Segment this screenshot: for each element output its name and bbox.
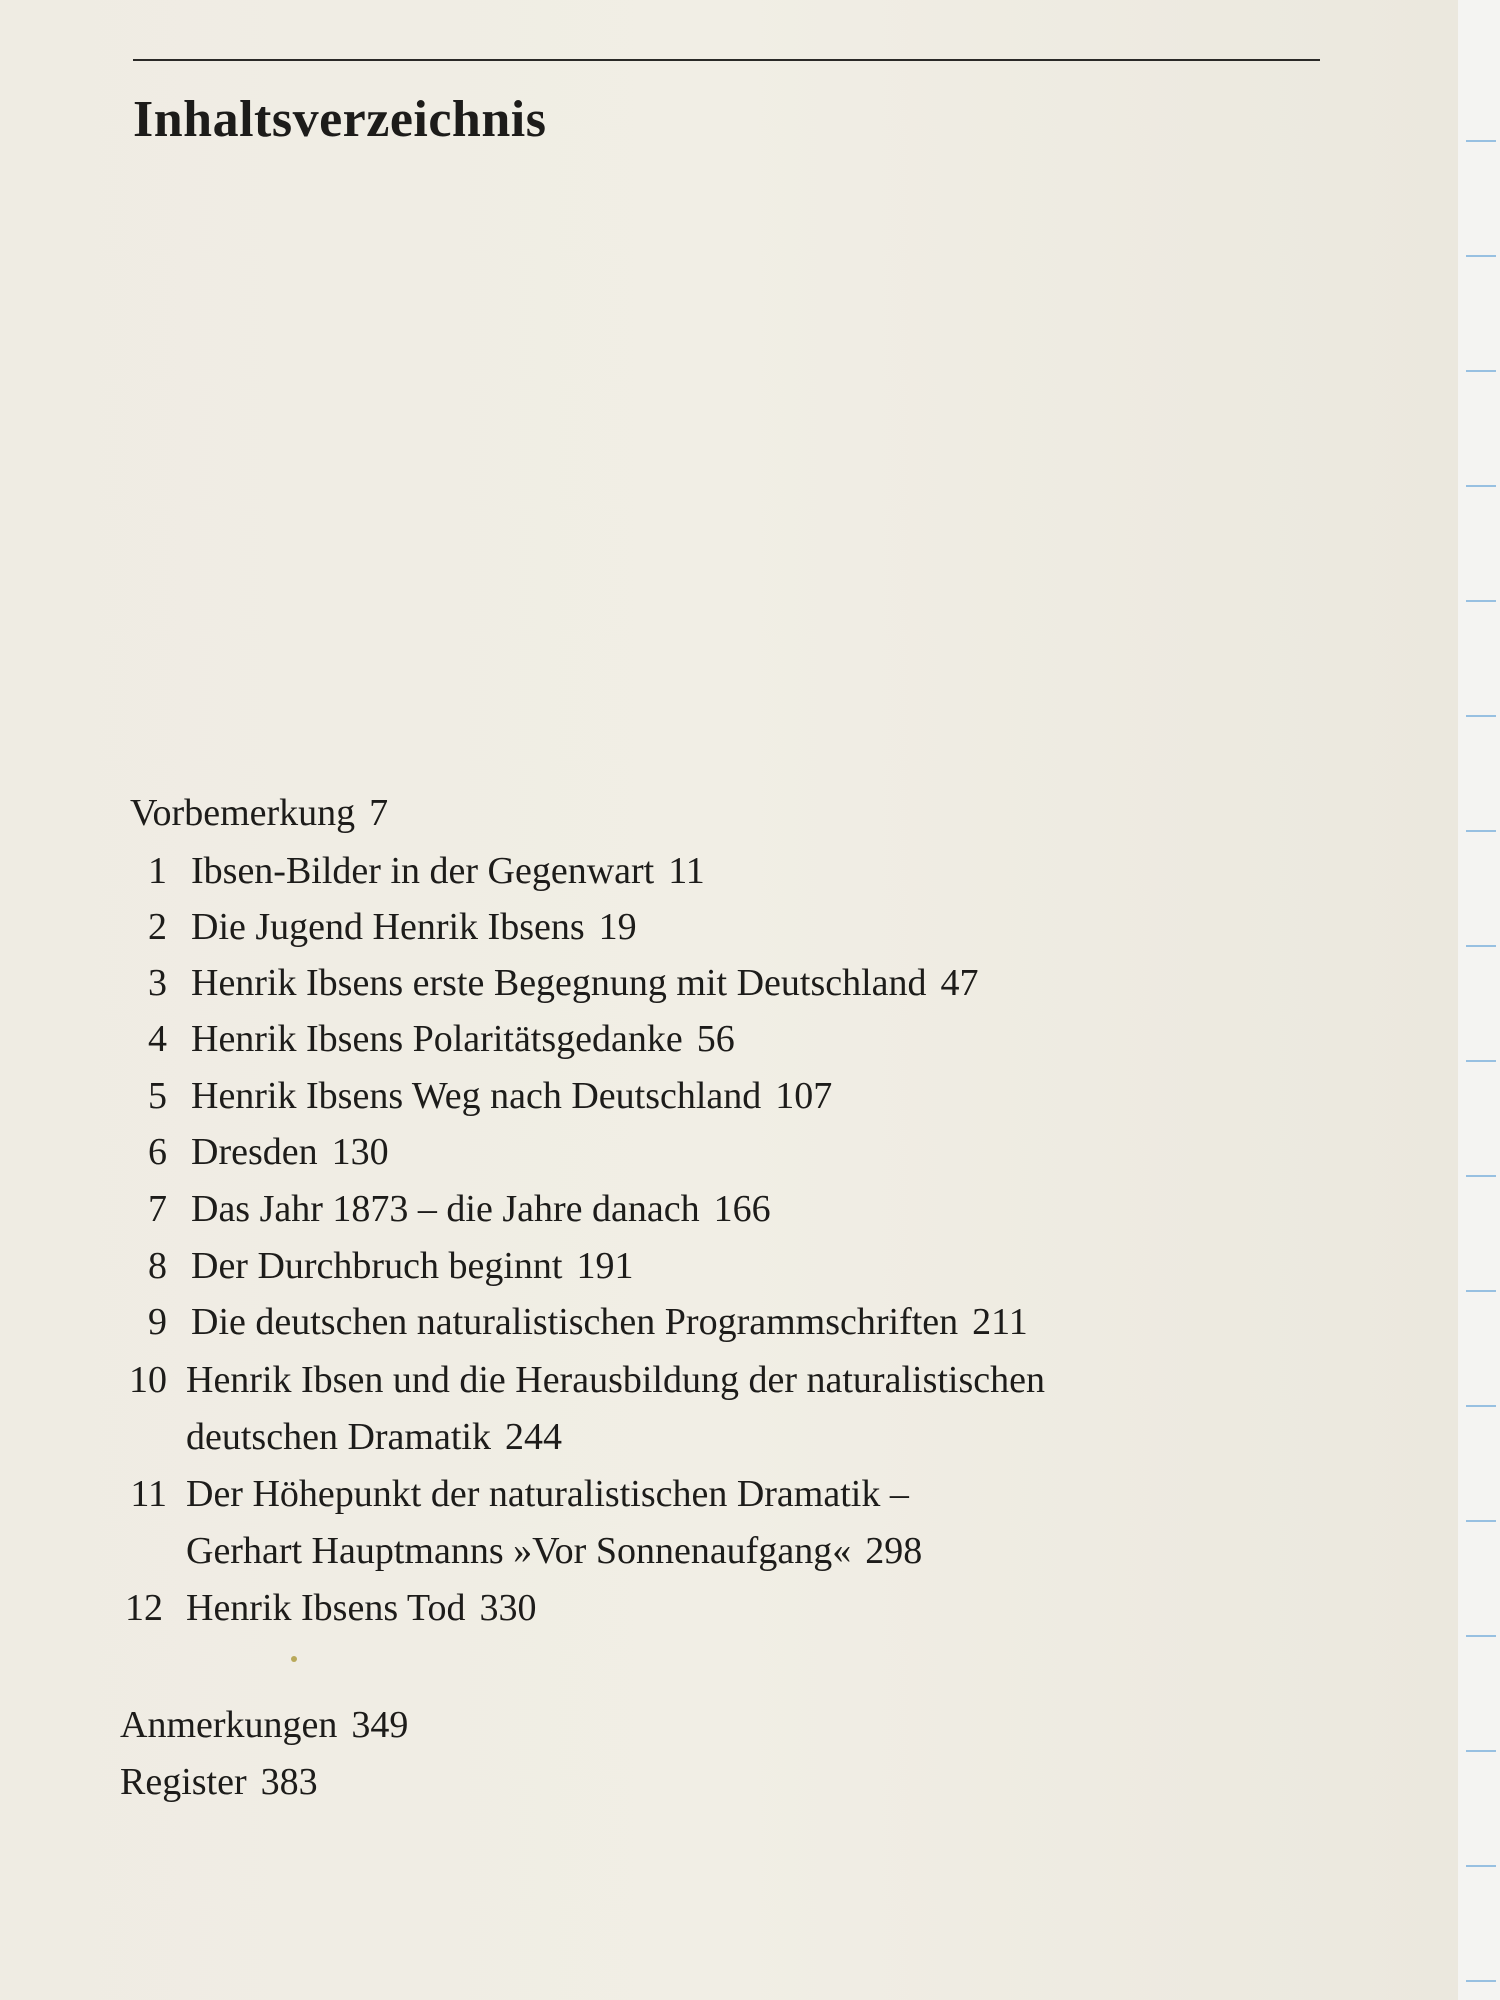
- chapter-title: Die deutschen naturalistischen Programmschriften: [191, 1301, 959, 1343]
- chapter-number: 4: [148, 1018, 167, 1060]
- chapter-title: Der Durchbruch beginnt: [191, 1245, 563, 1287]
- chapter-title: Henrik Ibsens Weg nach Deutschland: [191, 1075, 762, 1117]
- chapter-title-line-1: Der Höhepunkt der naturalistischen Dramatik –: [186, 1473, 909, 1515]
- ruled-line-mark: [1466, 1520, 1496, 1522]
- chapter-number: 9: [148, 1301, 167, 1343]
- ruled-line-mark: [1466, 715, 1496, 717]
- ruled-line-mark: [1466, 1865, 1496, 1867]
- toc-chapter-10-continuation: [186, 1418, 562, 1456]
- toc-entry-label: Vorbemerkung: [130, 792, 356, 834]
- toc-entry-anmerkungen: [120, 1706, 408, 1744]
- chapter-title: Ibsen-Bilder in der Gegenwart: [191, 850, 655, 892]
- ruled-line-mark: [1466, 1290, 1496, 1292]
- toc-page-number: 383: [260, 1761, 318, 1803]
- toc-page-number: 349: [351, 1704, 409, 1746]
- ruled-line-mark: [1466, 1635, 1496, 1637]
- chapter-title: Die Jugend Henrik Ibsens: [191, 906, 585, 948]
- toc-page-number: 47: [940, 962, 979, 1004]
- chapter-title: Dresden: [191, 1131, 318, 1173]
- ruled-line-mark: [1466, 485, 1496, 487]
- chapter-number: 11: [130, 1473, 167, 1515]
- chapter-title: Henrik Ibsens erste Begegnung mit Deutschland: [191, 962, 927, 1004]
- toc-page-number: 330: [479, 1587, 537, 1629]
- toc-page-number: 191: [576, 1245, 634, 1287]
- chapter-number: 8: [148, 1245, 167, 1287]
- ruled-line-mark: [1466, 830, 1496, 832]
- toc-entry-label: Register: [120, 1761, 247, 1803]
- toc-page-number: 130: [331, 1131, 389, 1173]
- toc-page-number: 107: [775, 1075, 833, 1117]
- toc-entry-register: [120, 1763, 318, 1801]
- paper-speck: [291, 1656, 297, 1662]
- toc-entry-vorbemerkung: [130, 794, 388, 832]
- chapter-number: 1: [148, 850, 167, 892]
- ruled-line-mark: [1466, 1980, 1496, 1982]
- toc-page-number: 298: [865, 1530, 923, 1572]
- chapter-title: Henrik Ibsens Polaritätsgedanke: [191, 1018, 683, 1060]
- toc-page-number: 211: [972, 1301, 1028, 1343]
- notebook-edge: [1458, 0, 1500, 2000]
- ruled-line-mark: [1466, 255, 1496, 257]
- page-title: Inhaltsverzeichnis: [133, 91, 547, 148]
- toc-page-number: 7: [369, 792, 389, 834]
- toc-page-number: 56: [696, 1018, 735, 1060]
- chapter-title-line-2: deutschen Dramatik: [186, 1416, 491, 1458]
- ruled-line-mark: [1466, 1750, 1496, 1752]
- ruled-line-mark: [1466, 1060, 1496, 1062]
- ruled-line-mark: [1466, 140, 1496, 142]
- ruled-line-mark: [1466, 1405, 1496, 1407]
- toc-page-number: 244: [504, 1416, 562, 1458]
- chapter-number: 10: [129, 1359, 167, 1401]
- chapter-number: 5: [148, 1075, 167, 1117]
- ruled-line-mark: [1466, 945, 1496, 947]
- toc-page-number: 166: [713, 1188, 771, 1230]
- ruled-line-mark: [1466, 370, 1496, 372]
- chapter-number: 2: [148, 906, 167, 948]
- chapter-title: Das Jahr 1873 – die Jahre danach: [191, 1188, 700, 1230]
- toc-page-number: 11: [668, 850, 705, 892]
- chapter-number: 3: [148, 962, 167, 1004]
- ruled-line-mark: [1466, 1175, 1496, 1177]
- chapter-title-line-1: Henrik Ibsen und die Herausbildung der naturalistischen: [186, 1359, 1045, 1401]
- toc-entry-label: Anmerkungen: [120, 1704, 338, 1746]
- toc-page-number: 19: [598, 906, 637, 948]
- ruled-line-mark: [1466, 600, 1496, 602]
- toc-chapter-11-continuation: [186, 1532, 922, 1570]
- chapter-number: 7: [148, 1188, 167, 1230]
- chapter-title-line-2: Gerhart Hauptmanns »Vor Sonnenaufgang«: [186, 1530, 852, 1572]
- chapter-title: Henrik Ibsens Tod: [186, 1587, 466, 1629]
- chapter-number: 6: [148, 1131, 167, 1173]
- chapter-number: 12: [125, 1587, 163, 1629]
